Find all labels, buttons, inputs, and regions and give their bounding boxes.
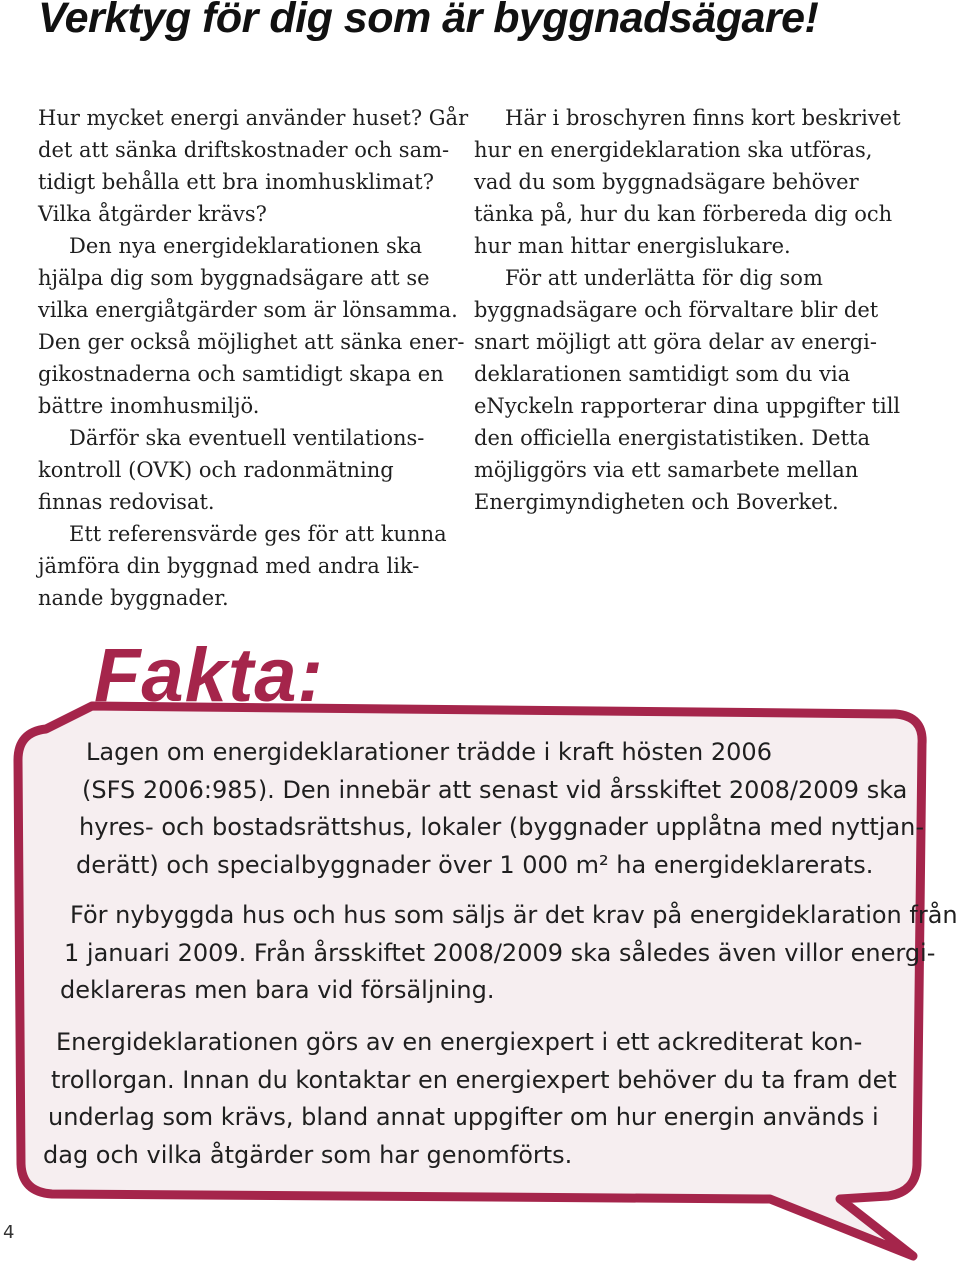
text-line: Den nya energideklarationen ska [69, 234, 422, 258]
text-line: Vilka åtgärder krävs? [38, 202, 267, 226]
text-line: snart möjligt att göra delar av energi- [474, 330, 877, 354]
text-line: Ett referensvärde ges för att kunna [69, 522, 447, 546]
text-line: Energimyndigheten och Boverket. [474, 490, 839, 514]
fakta-heading: Fakta: [94, 633, 324, 714]
text-line: deklareras men bara vid försäljning. [60, 976, 495, 1004]
page-title: Verktyg för dig som är byggnadsägare! [38, 0, 819, 42]
text-line: derätt) och specialbyggnader över 1 000 m² ha energideklarerats. [76, 850, 874, 879]
text-line: Den ger också möjlighet att sänka ener- [38, 330, 465, 354]
text-line: Lagen om energideklarationer trädde i kraft hösten 2006 [86, 738, 772, 766]
text-line: (SFS 2006:985). Den innebär att senast vid årsskiftet 2008/2009 ska [82, 775, 908, 804]
page-number: 4 [3, 1222, 15, 1243]
text-line: det att sänka driftskostnader och sam- [38, 138, 450, 162]
fakta-expert-paragraph [42, 1024, 897, 1174]
text-line: bättre inomhusmiljö. [38, 394, 260, 418]
text-line: Energideklarationen görs av en energiexpert i ett ackrediterat kon- [56, 1028, 863, 1056]
text-line: byggnadsägare och förvaltare blir det [474, 298, 879, 322]
text-line: hyres- och bostadsrättshus, lokaler (byggnader upplåtna med nyttjan- [79, 813, 925, 841]
text-line: nande byggnader. [38, 586, 229, 610]
text-line: finnas redovisat. [38, 490, 215, 514]
text-line: trollorgan. Innan du kontaktar en energiexpert behöver du ta fram det [51, 1065, 897, 1094]
text-line: Därför ska eventuell ventilations- [69, 426, 425, 450]
text-line: För nybyggda hus och hus som säljs är det krav på energideklaration från [70, 901, 958, 929]
text-line: underlag som krävs, bland annat uppgifter om hur energin används i [48, 1103, 879, 1131]
text-line: hur man hittar energislukare. [474, 234, 791, 258]
text-line: dag och vilka åtgärder som har genomförts. [43, 1140, 573, 1169]
text-line: För att underlätta för dig som [505, 266, 823, 290]
text-line: tidigt behålla ett bra inomhusklimat? [38, 170, 434, 194]
text-line: Här i broschyren finns kort beskrivet [505, 106, 901, 130]
text-line: den officiella energistatistiken. Detta [474, 426, 870, 450]
text-line: gikostnaderna och samtidigt skapa en [38, 362, 444, 386]
text-line: hjälpa dig som byggnadsägare att se [38, 266, 430, 290]
text-line: vilka energiåtgärder som är lönsamma. [38, 298, 458, 322]
text-line: Hur mycket energi använder huset? Går [38, 106, 469, 130]
text-line: eNyckeln rapporterar dina uppgifter till [474, 394, 901, 418]
fakta-newbuild-paragraph [60, 897, 958, 1010]
text-line: 1 januari 2009. Från årsskiftet 2008/2009 ska således även villor energi- [64, 938, 936, 967]
text-line: kontroll (OVK) och radonmätning [38, 458, 394, 482]
text-line: hur en energideklaration ska utföras, [474, 138, 873, 162]
text-line: möjliggörs via ett samarbete mellan [474, 458, 859, 482]
text-line: vad du som byggnadsägare behöver [474, 170, 859, 194]
text-line: tänka på, hur du kan förbereda dig och [474, 202, 893, 226]
fakta-law-paragraph [76, 734, 924, 884]
text-line: jämföra din byggnad med andra lik- [38, 554, 420, 578]
text-line: deklarationen samtidigt som du via [474, 362, 851, 386]
